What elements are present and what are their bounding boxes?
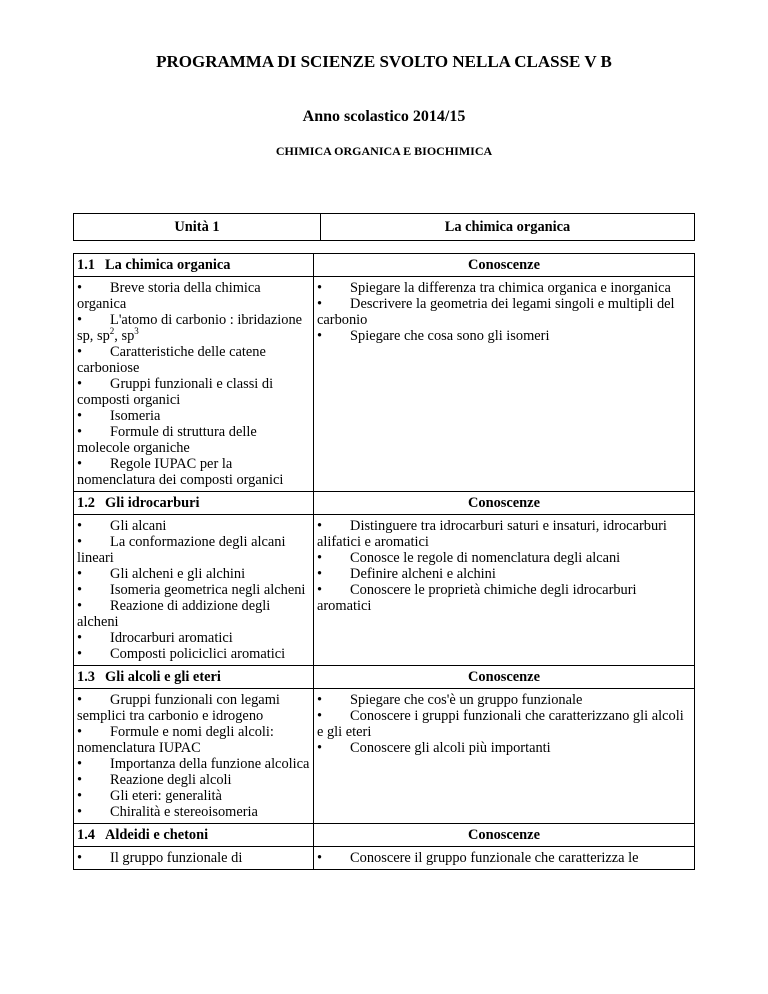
knowledge-heading: Conoscenze <box>314 824 695 847</box>
knowledge-cell <box>314 515 695 666</box>
section-header-row <box>74 254 695 277</box>
topic-item <box>77 772 310 788</box>
knowledge-text: Definire alcheni e alchini <box>350 566 496 582</box>
knowledge-cell <box>314 277 695 492</box>
bullet-icon: • <box>77 280 83 296</box>
topic-text: Gli eteri: generalità <box>110 788 222 804</box>
topic-text: Caratteristiche delle catene carboniose <box>77 344 266 376</box>
topic-text: Formule e nomi degli alcoli: nomenclatura IUPAC <box>77 724 274 756</box>
bullet-icon: • <box>77 566 83 582</box>
topic-text: Isomeria <box>110 408 161 424</box>
bullet-icon: • <box>77 788 83 804</box>
bullet-icon: • <box>317 296 323 312</box>
knowledge-text: Distinguere tra idrocarburi saturi e insaturi, idrocarburi alifatici e aromatici <box>317 518 667 550</box>
section-body-row <box>74 847 695 870</box>
knowledge-text: Conoscere i gruppi funzionali che caratterizzano gli alcoli e gli eteri <box>317 708 684 740</box>
section-body-row <box>74 689 695 824</box>
knowledge-item <box>317 708 691 740</box>
topic-text: Breve storia della chimica organica <box>77 280 261 312</box>
section-title <box>74 824 314 847</box>
topic-item <box>77 280 310 312</box>
bullet-icon: • <box>77 518 83 534</box>
knowledge-item <box>317 296 691 328</box>
section-title <box>74 492 314 515</box>
topic-text: L'atomo di carbonio : ibridazione sp, $sp^2$, $sp^3$ <box>77 312 303 344</box>
topic-item <box>77 788 310 804</box>
bullet-icon: • <box>77 312 83 328</box>
knowledge-item <box>317 582 691 614</box>
section-title <box>74 666 314 689</box>
school-year: Anno scolastico 2014/15 <box>302 108 466 125</box>
knowledge-text: Conoscere gli alcoli più importanti <box>350 740 551 756</box>
section-number: 1.4 <box>77 827 95 843</box>
program-table <box>73 253 695 870</box>
topic-item <box>77 756 310 772</box>
topic-text: Gli alcani <box>110 518 167 534</box>
section-header-row <box>74 824 695 847</box>
bullet-icon: • <box>317 850 323 866</box>
topic-item <box>77 376 310 408</box>
knowledge-text: Conoscere il gruppo funzionale che caratterizza le <box>350 850 639 866</box>
document-title: PROGRAMMA DI SCIENZE SVOLTO NELLA CLASSE V B <box>156 52 612 71</box>
topic-item <box>77 850 310 866</box>
bullet-icon: • <box>317 740 323 756</box>
section-number: 1.1 <box>77 257 95 273</box>
topic-text: Formule di struttura delle molecole organiche <box>77 424 257 456</box>
knowledge-heading: Conoscenze <box>314 492 695 515</box>
topic-text: Reazione degli alcoli <box>110 772 232 788</box>
section-title <box>74 254 314 277</box>
bullet-icon: • <box>77 582 83 598</box>
topic-text: Il gruppo funzionale di <box>110 850 243 866</box>
bullet-icon: • <box>317 708 323 724</box>
topics-cell <box>74 847 314 870</box>
bullet-icon: • <box>317 328 323 344</box>
knowledge-item <box>317 550 691 566</box>
section-title-text: La chimica organica <box>105 257 231 273</box>
topic-text: Isomeria geometrica negli alcheni <box>110 582 306 598</box>
topics-cell <box>74 515 314 666</box>
bullet-icon: • <box>317 692 323 708</box>
knowledge-item <box>317 280 691 296</box>
topics-cell <box>74 689 314 824</box>
topic-text: Reazione di addizione degli alcheni <box>77 598 271 630</box>
topic-item <box>77 312 310 344</box>
topic-item <box>77 598 310 630</box>
bullet-icon: • <box>77 598 83 614</box>
topic-text: Gruppi funzionali e classi di composti organici <box>77 376 274 408</box>
topic-item <box>77 424 310 456</box>
topics-cell <box>74 277 314 492</box>
knowledge-text: Descrivere la geometria dei legami singoli e multipli del carbonio <box>317 296 675 328</box>
topic-item <box>77 518 310 534</box>
topic-item <box>77 566 310 582</box>
knowledge-item <box>317 740 691 756</box>
bullet-icon: • <box>317 566 323 582</box>
bullet-icon: • <box>77 724 83 740</box>
topic-item <box>77 344 310 376</box>
bullet-icon: • <box>317 550 323 566</box>
section-title-text: Gli idrocarburi <box>105 495 200 511</box>
topic-item <box>77 804 310 820</box>
section-header-row <box>74 492 695 515</box>
bullet-icon: • <box>317 518 323 534</box>
bullet-icon: • <box>317 280 323 296</box>
unit-label: Unità 1 <box>74 214 321 241</box>
bullet-icon: • <box>77 456 83 472</box>
bullet-icon: • <box>77 692 83 708</box>
knowledge-item <box>317 850 691 866</box>
bullet-icon: • <box>77 630 83 646</box>
section-header-row <box>74 666 695 689</box>
topic-item <box>77 582 310 598</box>
unit-table <box>73 213 695 241</box>
topic-item <box>77 408 310 424</box>
knowledge-item <box>317 518 691 550</box>
knowledge-item <box>317 328 691 344</box>
knowledge-text: Spiegare che cos'è un gruppo funzionale <box>350 692 583 708</box>
section-body-row <box>74 515 695 666</box>
knowledge-heading: Conoscenze <box>314 254 695 277</box>
topic-text: Gli alcheni e gli alchini <box>110 566 246 582</box>
knowledge-cell <box>314 689 695 824</box>
topic-text: Gruppi funzionali con legami semplici tra carbonio e idrogeno <box>77 692 280 724</box>
bullet-icon: • <box>77 756 83 772</box>
knowledge-text: Conosce le regole di nomenclatura degli alcani <box>350 550 621 566</box>
section-number: 1.3 <box>77 669 95 685</box>
topic-text: La conformazione degli alcani lineari <box>77 534 286 566</box>
bullet-icon: • <box>77 772 83 788</box>
knowledge-text: Conoscere le proprietà chimiche degli idrocarburi aromatici <box>317 582 637 614</box>
knowledge-cell <box>314 847 695 870</box>
topic-text: Composti policiclici aromatici <box>110 646 286 662</box>
knowledge-text: Spiegare la differenza tra chimica organica e inorganica <box>350 280 671 296</box>
knowledge-text: Spiegare che cosa sono gli isomeri <box>350 328 550 344</box>
section-body-row <box>74 277 695 492</box>
section-title-text: Aldeidi e chetoni <box>105 827 209 843</box>
section-title-text: Gli alcoli e gli eteri <box>105 669 221 685</box>
topic-text: Importanza della funzione alcolica <box>110 756 310 772</box>
topic-item <box>77 724 310 756</box>
topic-item <box>77 646 310 662</box>
topic-item <box>77 456 310 488</box>
topic-item <box>77 534 310 566</box>
bullet-icon: • <box>77 344 83 360</box>
unit-name: La chimica organica <box>321 214 695 241</box>
bullet-icon: • <box>77 408 83 424</box>
bullet-icon: • <box>317 582 323 598</box>
topic-text: Regole IUPAC per la nomenclatura dei composti organici <box>77 456 284 488</box>
topic-text: Chiralità e stereoisomeria <box>110 804 258 820</box>
knowledge-heading: Conoscenze <box>314 666 695 689</box>
bullet-icon: • <box>77 646 83 662</box>
bullet-icon: • <box>77 804 83 820</box>
subject-heading: CHIMICA ORGANICA E BIOCHIMICA <box>275 144 493 158</box>
section-number: 1.2 <box>77 495 95 511</box>
topic-item <box>77 692 310 724</box>
bullet-icon: • <box>77 850 83 866</box>
knowledge-item <box>317 566 691 582</box>
topic-item <box>77 630 310 646</box>
topic-text: Idrocarburi aromatici <box>110 630 233 646</box>
bullet-icon: • <box>77 534 83 550</box>
bullet-icon: • <box>77 424 83 440</box>
knowledge-item <box>317 692 691 708</box>
bullet-icon: • <box>77 376 83 392</box>
